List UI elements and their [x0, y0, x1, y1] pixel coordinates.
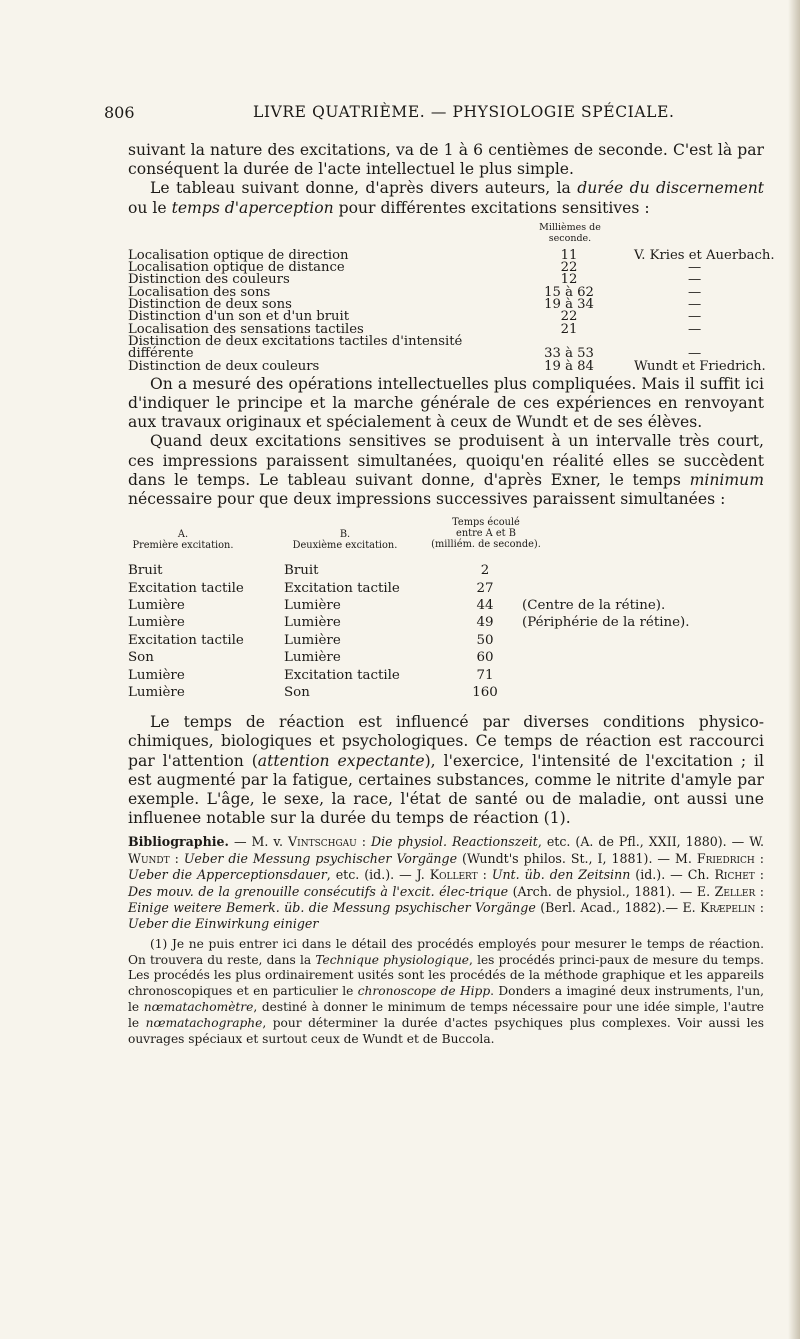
- table2-interval: 160: [472, 685, 498, 701]
- table2-second-excitation: Lumière: [284, 650, 341, 666]
- paragraph-2: Le tableau suivant donne, d'après divers auteurs, la durée du discernement ou le temps d'aperception pour différentes excitations sensitives :: [128, 179, 765, 217]
- table1-label: Distinction de deux sons: [128, 297, 292, 312]
- bibliography: Bibliographie. — M. v. Vintschgau : Die physiol. Reactionszeit, etc. (A. de Pfl., XXII, 1880). — W. Wundt : Ueber die Messung psychischer Vorgänge (Wundt's philos. St., I, 1881). — M. Friedrich : Ueber die Apperceptionsdauer, etc. (id.). — J. Kollert : Unt. üb. den Zeitsinn (id.). — Ch. Richet : Des mouv. de la grenouille consécutifs à l'excit. élec-trique (Arch. de physiol., 1881). — E. Zeller : Einige weitere Bemerk. üb. die Messung psychischer Vorgänge (Berl. Acad., 1882).— E. Kræpelin : Ueber die Einwirkung einiger: [128, 834, 765, 932]
- table2-first-excitation: Lumière: [128, 598, 185, 614]
- table1-label: Localisation des sons: [128, 284, 271, 300]
- table2-first-excitation: Lumière: [128, 685, 185, 701]
- page-edge-shadow: [788, 0, 800, 1339]
- table2-row: [128, 579, 768, 596]
- table2-first-excitation: Excitation tactile: [128, 632, 244, 648]
- table2-row: [128, 596, 768, 613]
- table2-second-excitation: Lumière: [284, 632, 341, 648]
- paragraph-1: suivant la nature des excitations, va de 1 à 6 centièmes de seconde. C'est là par conséquent la durée de l'acte intellectuel le plus simple.: [128, 141, 764, 179]
- table1-label: Localisation optique de distance: [128, 260, 345, 276]
- table2-note: (Centre de la rétine).: [522, 598, 666, 614]
- table1-author: —: [688, 321, 702, 337]
- paragraph-4: Quand deux excitations sensitives se produisent à un intervalle très court, ces impressions paraissent simultanées, quoiqu'en réalité elles se succèdent dans le temps. Le tableau suivant donne, d'après Exner, le temps minimum nécessaire pour que deux impressions successives paraissent simultanées :: [128, 432, 764, 509]
- table1-label: Localisation optique de direction: [128, 247, 349, 263]
- table2-second-excitation: Excitation tactile: [284, 580, 400, 596]
- table1-value: 22: [560, 260, 578, 276]
- table1-label: Localisation des sensations tactiles: [128, 321, 364, 337]
- table2-second-excitation: Son: [284, 685, 310, 701]
- table2-first-excitation: Lumière: [128, 615, 185, 631]
- table1-value: 21: [560, 321, 578, 337]
- table2-row: [128, 666, 768, 683]
- table2-second-excitation: Lumière: [284, 615, 341, 631]
- table1-author: —: [688, 260, 702, 276]
- table1-author: —: [688, 272, 702, 288]
- table1-label: Distinction d'un son et d'un bruit: [128, 309, 350, 325]
- table1-label: Distinction de deux excitations tactiles d'intensité: [128, 333, 463, 349]
- table1-author: —: [688, 346, 702, 362]
- page-body: [128, 141, 775, 1047]
- table1-value: 19 à 84: [544, 358, 594, 374]
- table2-row: [128, 561, 768, 578]
- table1-value: 15 à 62: [544, 284, 594, 300]
- table2-row: [128, 683, 768, 700]
- table2-interval: 60: [476, 650, 494, 666]
- table1-value: 22: [560, 309, 578, 325]
- table2-second-excitation: Excitation tactile: [284, 667, 400, 683]
- footnote-1: (1) Je ne puis entrer ici dans le détail des procédés employés pour mesurer le temps de réaction. On trouvera du reste, dans la Technique physiologique, les procédés princi-paux de mesure du temps. Les procédés les plus ordinairement usités sont les procédés de la méthode graphique et les appareils chronoscopiques et en particulier le chronoscope de Hipp. Donders a imaginé deux instruments, l'un, le nœmatachomètre, destiné à donner le minimum de temps nécessaire pour une idée simple, l'autre le nœmatachographe, pour déterminer la durée d'actes psychiques plus complexes. Voir aussi les ouvrages spéciaux et surtout ceux de Wundt et de Buccola.: [128, 936, 764, 1046]
- table1-value: 12: [560, 272, 578, 288]
- table2-row: [128, 631, 768, 648]
- table1-label: différente: [128, 346, 194, 362]
- table2-time-header: Temps écoulé entre A et B (milliém. de seconde).: [431, 517, 541, 551]
- table1-value: 19 à 34: [544, 297, 594, 312]
- table2-first-excitation: Lumière: [128, 667, 185, 683]
- table1-label: Distinction des couleurs: [128, 272, 290, 288]
- simultaneity-table: [128, 517, 764, 713]
- table1-author: —: [688, 297, 702, 312]
- table2-col-b-header: B. Deuxième excitation.: [292, 529, 398, 552]
- table2-first-excitation: Bruit: [128, 563, 163, 579]
- table1-author: Wundt et Friedrich.: [634, 358, 766, 374]
- table2-interval: 27: [476, 580, 494, 596]
- table2-row: [128, 613, 768, 630]
- paragraph-3: On a mesuré des opérations intellectuelles plus compliquées. Mais il suffit ici d'indiquer le principe et la marche générale de ces expériences en renvoyant aux travaux originaux et spécialement à ceux de Wundt et de ses élèves.: [128, 374, 764, 432]
- table2-note: (Périphérie de la rétine).: [522, 615, 690, 631]
- table1-value: 33 à 53: [544, 346, 594, 362]
- table1-unit-header: Millièmes de seconde.: [539, 221, 601, 244]
- table2-interval: 50: [476, 632, 494, 648]
- page-header: [104, 103, 764, 125]
- table2-first-excitation: Son: [128, 650, 154, 666]
- page-number: 806: [104, 103, 135, 122]
- table1-author: —: [688, 309, 702, 325]
- table1-label: Distinction de deux couleurs: [128, 358, 320, 374]
- table2-interval: 49: [476, 615, 494, 631]
- table2-interval: 44: [476, 598, 494, 614]
- table2-interval: 2: [480, 563, 490, 579]
- table2-interval: 71: [476, 667, 494, 683]
- paragraph-5: Le temps de réaction est influencé par diverses conditions physico-chimiques, biologiques et psychologiques. Ce temps de réaction est raccourci par l'attention (attention expectante), l'exercice, l'intensité de l'excitation ; il est augmenté par la fatigue, certaines substances, comme le nitrite d'amyle par exemple. L'âge, le sexe, la race, l'état de santé ou de maladie, ont aussi une influenee notable sur la durée du temps de réaction (1).: [128, 713, 764, 828]
- table2-col-a-header: A. Première excitation.: [132, 529, 234, 552]
- table2-second-excitation: Lumière: [284, 598, 341, 614]
- table1-value: 11: [560, 247, 578, 263]
- table2-row: [128, 648, 768, 665]
- table1-row: [128, 357, 768, 373]
- table2-second-excitation: Bruit: [284, 563, 319, 579]
- table1-author: V. Kries et Auerbach.: [634, 247, 775, 263]
- table2-first-excitation: Excitation tactile: [128, 580, 244, 596]
- table1-author: —: [688, 284, 702, 300]
- running-title: LIVRE QUATRIÈME. — PHYSIOLOGIE SPÉCIALE.: [253, 103, 675, 121]
- discernment-table: [128, 221, 775, 375]
